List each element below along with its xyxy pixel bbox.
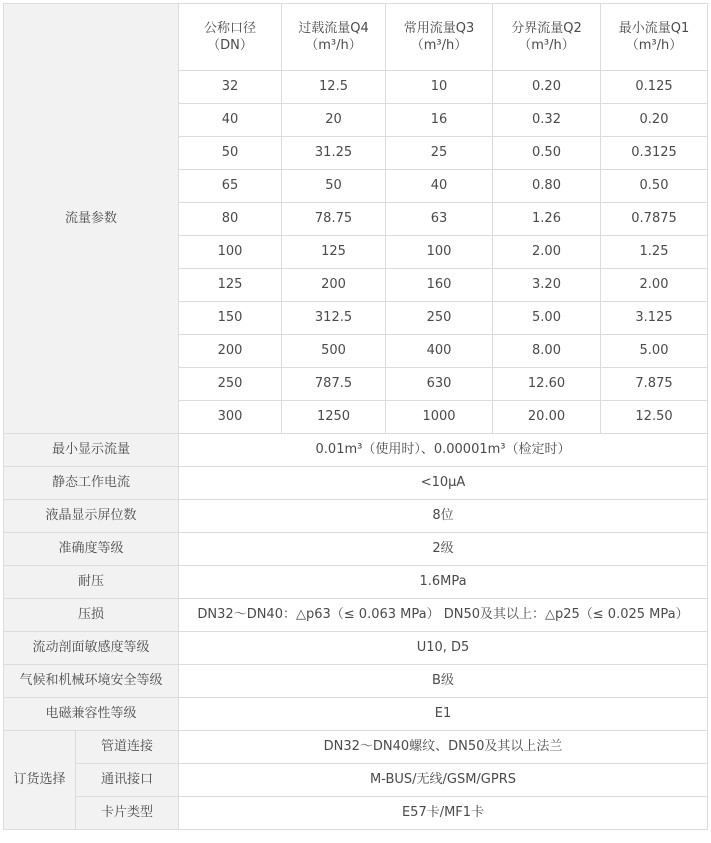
order-row — [4, 731, 708, 764]
spec-label: 压损 — [4, 599, 179, 632]
cell-q1: 1.25 — [601, 236, 708, 269]
cell-dn: 250 — [179, 368, 282, 401]
header-q1-line1: 最小流量Q1 — [618, 21, 690, 36]
order-row — [4, 764, 708, 797]
spec-table-body — [4, 4, 708, 830]
flow-header-row — [4, 4, 708, 71]
cell-q3: 100 — [386, 236, 493, 269]
cell-q2: 3.20 — [493, 269, 601, 302]
cell-q4: 31.25 — [282, 137, 386, 170]
header-q4 — [282, 4, 386, 71]
cell-dn: 65 — [179, 170, 282, 203]
spec-value: DN32～DN40：△p63（≤ 0.063 MPa） DN50及其以上：△p25（≤ 0.025 MPa） — [179, 599, 708, 632]
cell-q4: 200 — [282, 269, 386, 302]
header-q1 — [601, 4, 708, 71]
header-dn-line2: （DN） — [207, 38, 253, 53]
flow-params-label: 流量参数 — [4, 4, 179, 434]
cell-q1: 0.50 — [601, 170, 708, 203]
cell-dn: 150 — [179, 302, 282, 335]
cell-q1: 0.125 — [601, 71, 708, 104]
cell-q3: 250 — [386, 302, 493, 335]
spec-row — [4, 533, 708, 566]
cell-q1: 3.125 — [601, 302, 708, 335]
order-item-value: DN32～DN40螺纹、DN50及其以上法兰 — [179, 731, 708, 764]
cell-q1: 0.3125 — [601, 137, 708, 170]
cell-dn: 32 — [179, 71, 282, 104]
cell-dn: 125 — [179, 269, 282, 302]
cell-q3: 25 — [386, 137, 493, 170]
cell-q2: 0.50 — [493, 137, 601, 170]
spec-value: B级 — [179, 665, 708, 698]
cell-q2: 12.60 — [493, 368, 601, 401]
cell-q4: 787.5 — [282, 368, 386, 401]
ordering-label: 订货选择 — [4, 731, 76, 830]
order-item-label: 管道连接 — [76, 731, 179, 764]
cell-q4: 125 — [282, 236, 386, 269]
spec-row — [4, 599, 708, 632]
cell-q1: 5.00 — [601, 335, 708, 368]
spec-value: 1.6MPa — [179, 566, 708, 599]
cell-q3: 10 — [386, 71, 493, 104]
header-q4-line2: （m³/h） — [305, 38, 362, 53]
cell-q3: 400 — [386, 335, 493, 368]
order-item-value: E57卡/MF1卡 — [179, 797, 708, 830]
cell-q3: 160 — [386, 269, 493, 302]
cell-q1: 0.20 — [601, 104, 708, 137]
cell-q4: 1250 — [282, 401, 386, 434]
cell-q3: 1000 — [386, 401, 493, 434]
cell-q2: 0.20 — [493, 71, 601, 104]
cell-dn: 200 — [179, 335, 282, 368]
spec-value: 2级 — [179, 533, 708, 566]
cell-q2: 1.26 — [493, 203, 601, 236]
spec-value: U10, D5 — [179, 632, 708, 665]
spec-label: 耐压 — [4, 566, 179, 599]
spec-row — [4, 434, 708, 467]
order-item-label: 卡片类型 — [76, 797, 179, 830]
spec-label: 静态工作电流 — [4, 467, 179, 500]
spec-row — [4, 467, 708, 500]
cell-q1: 12.50 — [601, 401, 708, 434]
header-q3-line2: （m³/h） — [410, 38, 468, 53]
cell-q3: 63 — [386, 203, 493, 236]
order-item-value: M-BUS/无线/GSM/GPRS — [179, 764, 708, 797]
cell-q2: 5.00 — [493, 302, 601, 335]
header-q2-line2: （m³/h） — [518, 38, 575, 53]
cell-q4: 500 — [282, 335, 386, 368]
spec-row — [4, 500, 708, 533]
header-dn — [179, 4, 282, 71]
spec-label: 电磁兼容性等级 — [4, 698, 179, 731]
header-q4-line1: 过载流量Q4 — [298, 21, 369, 36]
spec-label: 气候和机械环境安全等级 — [4, 665, 179, 698]
spec-row — [4, 632, 708, 665]
cell-dn: 40 — [179, 104, 282, 137]
cell-q4: 12.5 — [282, 71, 386, 104]
cell-q4: 78.75 — [282, 203, 386, 236]
cell-q2: 2.00 — [493, 236, 601, 269]
spec-label: 准确度等级 — [4, 533, 179, 566]
cell-q4: 312.5 — [282, 302, 386, 335]
header-q2-line1: 分界流量Q2 — [511, 21, 582, 36]
cell-q1: 2.00 — [601, 269, 708, 302]
cell-q1: 0.7875 — [601, 203, 708, 236]
cell-q3: 16 — [386, 104, 493, 137]
spec-row — [4, 566, 708, 599]
cell-q2: 0.32 — [493, 104, 601, 137]
cell-dn: 300 — [179, 401, 282, 434]
cell-q4: 20 — [282, 104, 386, 137]
header-dn-line1: 公称口径 — [204, 21, 257, 36]
spec-value: 0.01m³（使用时）、0.00001m³（检定时） — [179, 434, 708, 467]
spec-label: 液晶显示屏位数 — [4, 500, 179, 533]
header-q1-line2: （m³/h） — [625, 38, 683, 53]
cell-dn: 50 — [179, 137, 282, 170]
spec-table — [3, 3, 708, 830]
cell-q2: 20.00 — [493, 401, 601, 434]
spec-value: E1 — [179, 698, 708, 731]
header-q3 — [386, 4, 493, 71]
cell-q3: 40 — [386, 170, 493, 203]
spec-label: 最小显示流量 — [4, 434, 179, 467]
spec-row — [4, 698, 708, 731]
spec-label: 流动剖面敏感度等级 — [4, 632, 179, 665]
header-q3-line1: 常用流量Q3 — [403, 21, 475, 36]
cell-dn: 80 — [179, 203, 282, 236]
cell-q2: 0.80 — [493, 170, 601, 203]
spec-row — [4, 665, 708, 698]
header-q2 — [493, 4, 601, 71]
cell-q1: 7.875 — [601, 368, 708, 401]
order-row — [4, 797, 708, 830]
spec-value: <10μA — [179, 467, 708, 500]
cell-q2: 8.00 — [493, 335, 601, 368]
spec-value: 8位 — [179, 500, 708, 533]
order-item-label: 通讯接口 — [76, 764, 179, 797]
cell-dn: 100 — [179, 236, 282, 269]
cell-q3: 630 — [386, 368, 493, 401]
cell-q4: 50 — [282, 170, 386, 203]
